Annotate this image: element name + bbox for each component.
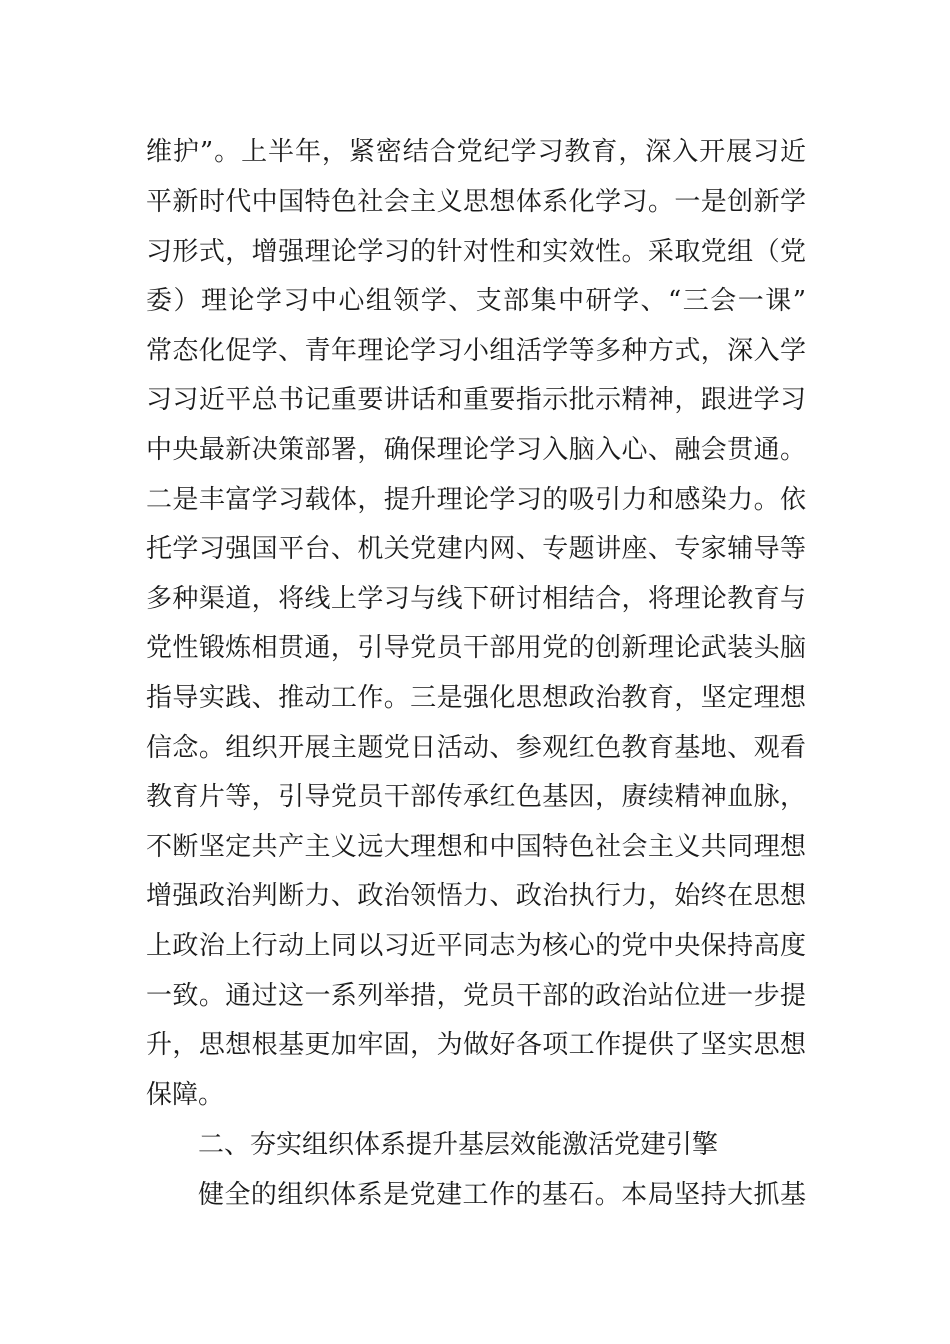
body-text-line: 中央最新决策部署，确保理论学习入脑入心、融会贯通。	[146, 435, 806, 465]
body-text-line: 党性锻炼相贯通，引导党员干部用党的创新理论武装头脑	[146, 633, 806, 663]
body-text-line: 不断坚定共产主义远大理想和中国特色社会主义共同理想	[146, 832, 806, 862]
body-text-line: 二是丰富学习载体，提升理论学习的吸引力和感染力。依	[146, 485, 806, 515]
section-heading: 二、夯实组织体系提升基层效能激活党建引擎	[198, 1130, 719, 1160]
body-text-line: 委）理论学习中心组领学、支部集中研学、“三会一课”	[146, 286, 806, 316]
body-text-line: 一致。通过这一系列举措，党员干部的政治站位进一步提	[146, 981, 806, 1011]
body-text-line: 托学习强国平台、机关党建内网、专题讲座、专家辅导等	[146, 534, 806, 564]
body-text-line: 上政治上行动上同以习近平同志为核心的党中央保持高度	[146, 931, 806, 961]
body-text-line: 升，思想根基更加牢固，为做好各项工作提供了坚实思想	[146, 1030, 806, 1060]
body-text-line: 平新时代中国特色社会主义思想体系化学习。一是创新学	[146, 187, 806, 217]
body-text-line: 保障。	[146, 1080, 225, 1110]
body-text-line: 习习近平总书记重要讲话和重要指示批示精神，跟进学习	[146, 385, 806, 415]
body-text-line: 维护”。上半年，紧密结合党纪学习教育，深入开展习近	[146, 137, 806, 167]
body-text-line: 信念。组织开展主题党日活动、参观红色教育基地、观看	[146, 733, 806, 763]
body-text-line: 习形式，增强理论学习的针对性和实效性。采取党组（党	[146, 237, 806, 267]
body-text-line: 多种渠道，将线上学习与线下研讨相结合，将理论教育与	[146, 584, 806, 614]
body-text-line: 指导实践、推动工作。三是强化思想政治教育，坚定理想	[146, 683, 806, 713]
body-text-line: 常态化促学、青年理论学习小组活学等多种方式，深入学	[146, 336, 806, 366]
paragraph-first-line: 健全的组织体系是党建工作的基石。本局坚持大抓基	[198, 1180, 806, 1210]
body-text-line: 增强政治判断力、政治领悟力、政治执行力，始终在思想	[146, 881, 806, 911]
body-text-line: 教育片等，引导党员干部传承红色基因，赓续精神血脉，	[146, 782, 806, 812]
